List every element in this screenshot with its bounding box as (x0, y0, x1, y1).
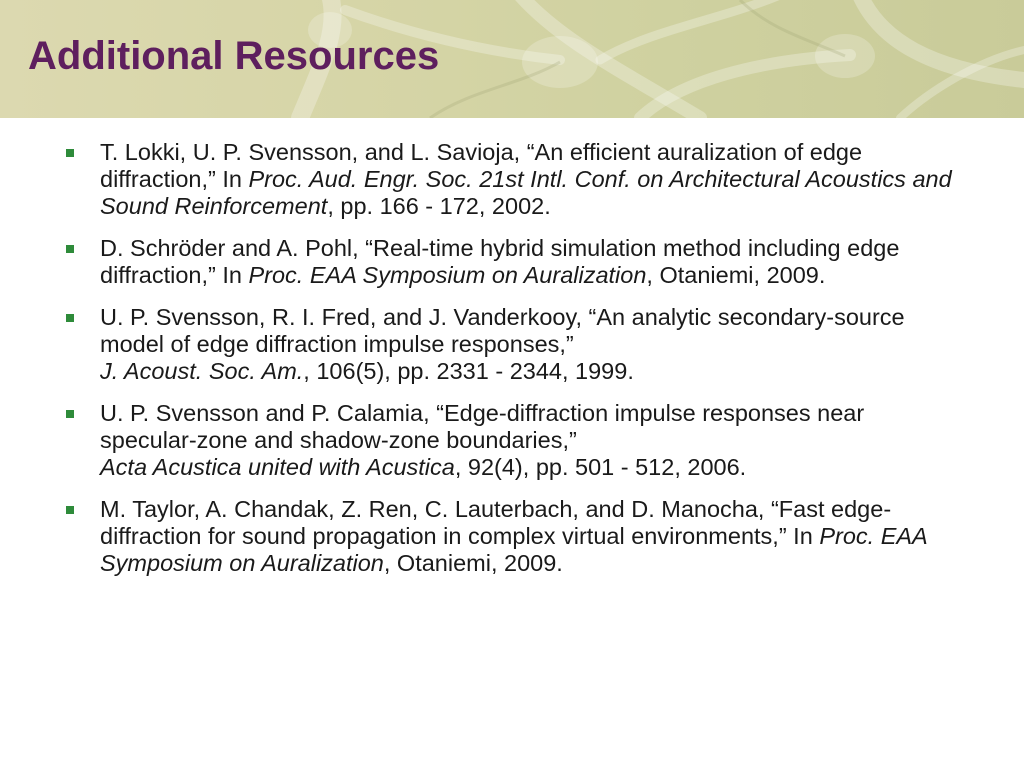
reference-venue: Proc. Aud. Engr. Soc. 21st Intl. Conf. on Architectural Acoustics and Sound Reinforcement (100, 166, 952, 219)
slide-header (0, 0, 1024, 118)
square-bullet-icon (66, 149, 74, 157)
reference-item (64, 400, 964, 481)
reference-item (64, 304, 964, 385)
square-bullet-icon (66, 410, 74, 418)
reference-item (64, 139, 964, 220)
reference-item (64, 496, 964, 577)
reference-details: , 106(5), pp. 2331 - 2344, 1999. (303, 358, 634, 384)
square-bullet-icon (66, 506, 74, 514)
reference-list (64, 139, 964, 592)
slide-title: Additional Resources (28, 34, 440, 78)
reference-text: M. Taylor, A. Chandak, Z. Ren, C. Lauterbach, and D. Manocha, “Fast edge-diffraction for sound propagation in complex virtual environments,” In (100, 496, 892, 549)
reference-venue: Proc. EAA Symposium on Auralization (248, 262, 647, 288)
reference-item (64, 235, 964, 289)
reference-venue: Proc. EAA Symposium on Auralization (100, 523, 927, 576)
reference-text: T. Lokki, U. P. Svensson, and L. Savioja, “An efficient auralization of edge diffraction,” In (100, 139, 863, 192)
reference-details: , Otaniemi, 2009. (383, 550, 563, 576)
reference-text: U. P. Svensson, R. I. Fred, and J. Vanderkooy, “An analytic secondary-source model of edge diffraction impulse responses,” (100, 304, 905, 357)
reference-text: U. P. Svensson and P. Calamia, “Edge-diffraction impulse responses near specular-zone and shadow-zone boundaries,” (100, 400, 865, 453)
square-bullet-icon (66, 314, 74, 322)
reference-details: , Otaniemi, 2009. (646, 262, 826, 288)
reference-venue: Acta Acustica united with Acustica (100, 454, 455, 480)
reference-text: D. Schröder and A. Pohl, “Real-time hybrid simulation method including edge diffraction,” In (100, 235, 900, 288)
square-bullet-icon (66, 245, 74, 253)
reference-details: , 92(4), pp. 501 - 512, 2006. (454, 454, 747, 480)
reference-details: , pp. 166 - 172, 2002. (327, 193, 551, 219)
reference-venue: J. Acoust. Soc. Am. (100, 358, 304, 384)
